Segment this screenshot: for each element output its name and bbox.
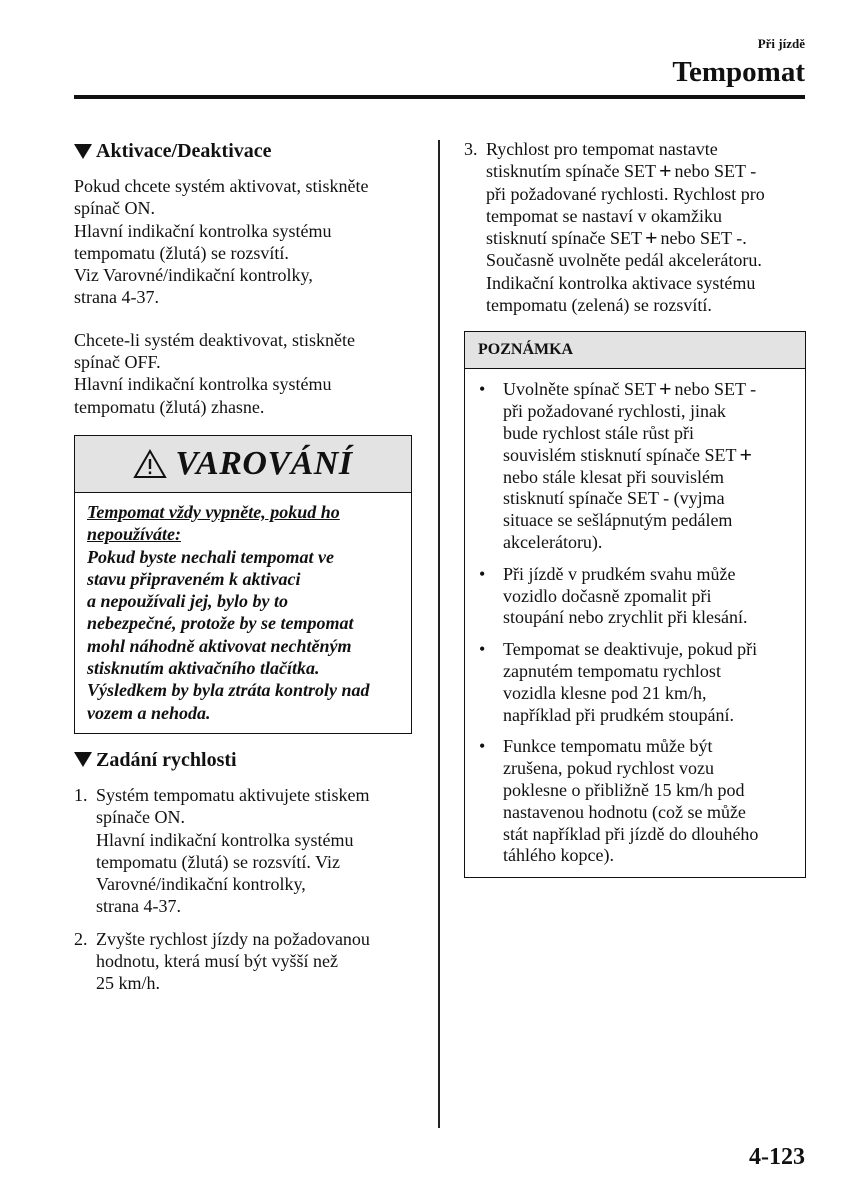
paragraph-activate: Pokud chcete systém aktivovat, stiskněte spínač ON. Hlavní indikační kontrolka systému tempomatu (žlutá) se rozsvítí. Viz Varovné/indikační kontrolky, strana 4-37. — [74, 176, 369, 308]
note-bullet: • Uvolněte spínač SET + nebo SET - při požadované rychlosti, jinak bude rychlost stále růst při souvislém stisknutí spínače SET + nebo stále klesat při souvislém stisknutí spínače SET - (vyjma situace se sešlápnutým pedálem akcelerátoru). — [479, 376, 757, 552]
page-number: 4-123 — [749, 1144, 805, 1170]
warning-header — [75, 436, 411, 493]
page-title: Tempomat — [672, 56, 805, 88]
step-3: 3. Rychlost pro tempomat nastavte stisknutím spínače SET + nebo SET - při požadované rychlosti. Rychlost pro tempomat se nastaví v okamžiku stisknutí spínače SET + nebo SET -. Současně uvolněte pedál akcelerátoru. Indikační kontrolka aktivace systému tempomatu (zelená) se rozsvítí. — [464, 139, 765, 316]
plus-icon: + — [659, 158, 672, 184]
header-rule — [74, 95, 805, 99]
section-triangle-icon — [74, 752, 92, 767]
plus-icon: + — [645, 225, 658, 251]
note-body — [465, 369, 805, 877]
right-column — [464, 138, 806, 878]
step-2: 2. Zvyšte rychlost jízdy na požadovanou hodnotu, která musí být vyšší než 25 km/h. — [74, 928, 370, 994]
section-triangle-icon — [74, 144, 92, 159]
column-divider — [438, 140, 440, 1128]
bullet-icon: • — [479, 736, 486, 757]
note-bullet: • Tempomat se deaktivuje, pokud při zapnutém tempomatu rychlost vozidla klesne pod 21 km/h, například při prudkém stoupání. — [479, 639, 758, 725]
heading-activation: Aktivace/Deaktivace — [74, 138, 414, 164]
note-header: POZNÁMKA — [465, 332, 805, 369]
warning-box — [74, 435, 412, 734]
paragraph-deactivate: Chcete-li systém deaktivovat, stiskněte spínač OFF. Hlavní indikační kontrolka systému tempomatu (žlutá) zhasne. — [74, 329, 355, 417]
note-bullet: • Funkce tempomatu může být zrušena, pokud rychlost vozu poklesne o přibližně 15 km/h pod nastavenou hodnotu (což se může stát například při jízdě do dlouhého táhlého kopce). — [479, 736, 759, 866]
bullet-icon: • — [479, 379, 486, 400]
bullet-icon: • — [479, 639, 486, 660]
header-section: Při jízdě — [757, 36, 805, 51]
left-column — [74, 138, 414, 995]
plus-icon: + — [739, 441, 753, 467]
note-bullet: • Při jízdě v prudkém svahu může vozidlo dočasně zpomalit při stoupání nebo zrychlit při klesání. — [479, 563, 748, 628]
warning-triangle-icon — [133, 449, 167, 479]
note-box — [464, 331, 806, 878]
warning-body: Tempomat vždy vypněte, pokud ho nepoužíváte: Pokud byste nechali tempomat ve stavu připraveném k aktivaci a nepoužívali jej, bylo by to nebezpečné, protože by se tempomat mohl náhodně aktivovat nechtěným stisknutím aktivačního tlačítka. Výsledkem by byla ztráta kontroly nad vozem a nehoda. — [87, 501, 370, 723]
bullet-icon: • — [479, 563, 486, 584]
plus-icon: + — [658, 376, 672, 402]
step-1: 1. Systém tempomatu aktivujete stiskem spínače ON. Hlavní indikační kontrolka systému tempomatu (žlutá) se rozsvítí. Viz Varovné/indikační kontrolky, strana 4-37. — [74, 784, 370, 917]
warning-title: VAROVÁNÍ — [175, 444, 353, 482]
heading-speed-setting: Zadání rychlosti — [74, 747, 414, 773]
